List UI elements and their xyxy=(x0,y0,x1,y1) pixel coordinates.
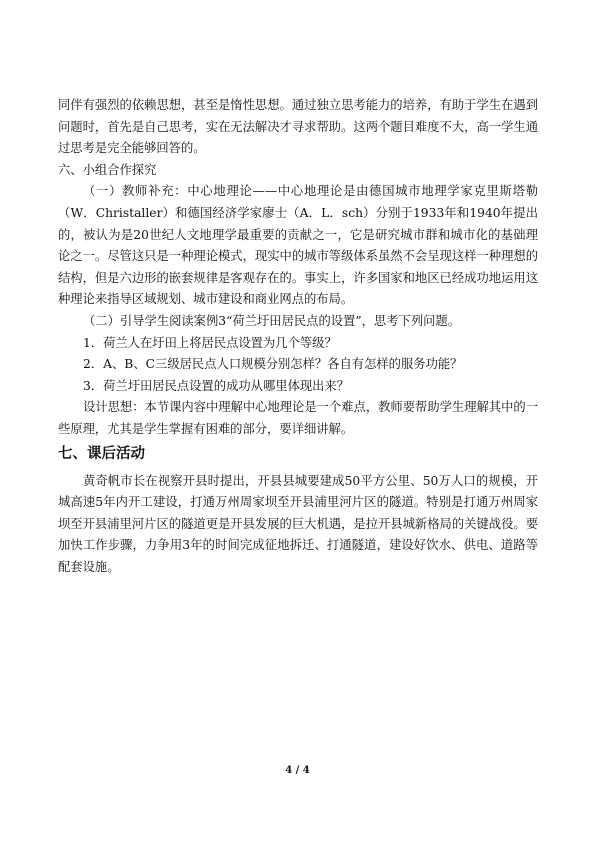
paragraph-reading-guide: （二）引导学生阅读案例3“荷兰圩田居民点的设置”，思考下列问题。 xyxy=(83,313,461,328)
paragraph-after-class-activity: 黄奇帆市长在视察开县时提出，开县县城要建成50平方公里、50万人口的规模，开城高速5年内开工建设，打通万州周家坝至开县浦里河片区的隧道。特别是打通万州周家坝至开县浦里河片区的隧道更是开县发展的巨大机遇，是拉开县城新格局的关键战役。要加快工作步骤，力争用3年的时间完成征地拆迁、打通隧道，建设好饮水、供电、道路等配套设施。 xyxy=(58,473,538,574)
paragraph-teacher-supplement: （一）教师补充：中心地理论——中心地理论是由德国城市地理学家克里斯塔勒（W．Christaller）和德国经济学家廖士（A．L．sch）分别于1933年和1940年提出的，被认为是20世纪人文地理学最重要的贡献之一，它是研究城市群和城市化的基础理论之一。尽管这只是一种理论模式，现实中的城市等级体系虽然不会呈现这样一种理想的结构，但是六边形的嵌套规律是客观存在的。事实上，许多国家和地区已经成功地运用这种理论来指导区域规划、城市建设和商业网点的布局。 xyxy=(58,184,538,307)
page-content xyxy=(58,95,538,578)
paragraph-design-idea: 设计思想：本节课内容中理解中心地理论是一个难点，教师要帮助学生理解其中的一些原理，尤其是学生掌握有困难的部分，要详细讲解。 xyxy=(58,400,538,436)
paragraph-intro-continuation: 同伴有强烈的依赖思想，甚至是惰性思想。通过独立思考能力的培养，有助于学生在遇到问题时，首先是自己思考，实在无法解决才寻求帮助。这两个题目难度不大，高一学生通过思考是完全能够回答的。 xyxy=(58,98,538,156)
section-7-heading: 七、课后活动 xyxy=(58,445,145,462)
question-3: 3．荷兰圩田居民点设置的成功从哪里体现出来？ xyxy=(83,378,350,393)
question-2: 2．A、B、C三级居民点人口规模分别怎样？各自有怎样的服务功能？ xyxy=(83,357,463,372)
page-number: 4 / 4 xyxy=(285,765,310,776)
section-6-title: 六、小组合作探究 xyxy=(58,162,157,177)
question-1: 1．荷兰人在圩田上将居民点设置为几个等级？ xyxy=(83,335,337,350)
